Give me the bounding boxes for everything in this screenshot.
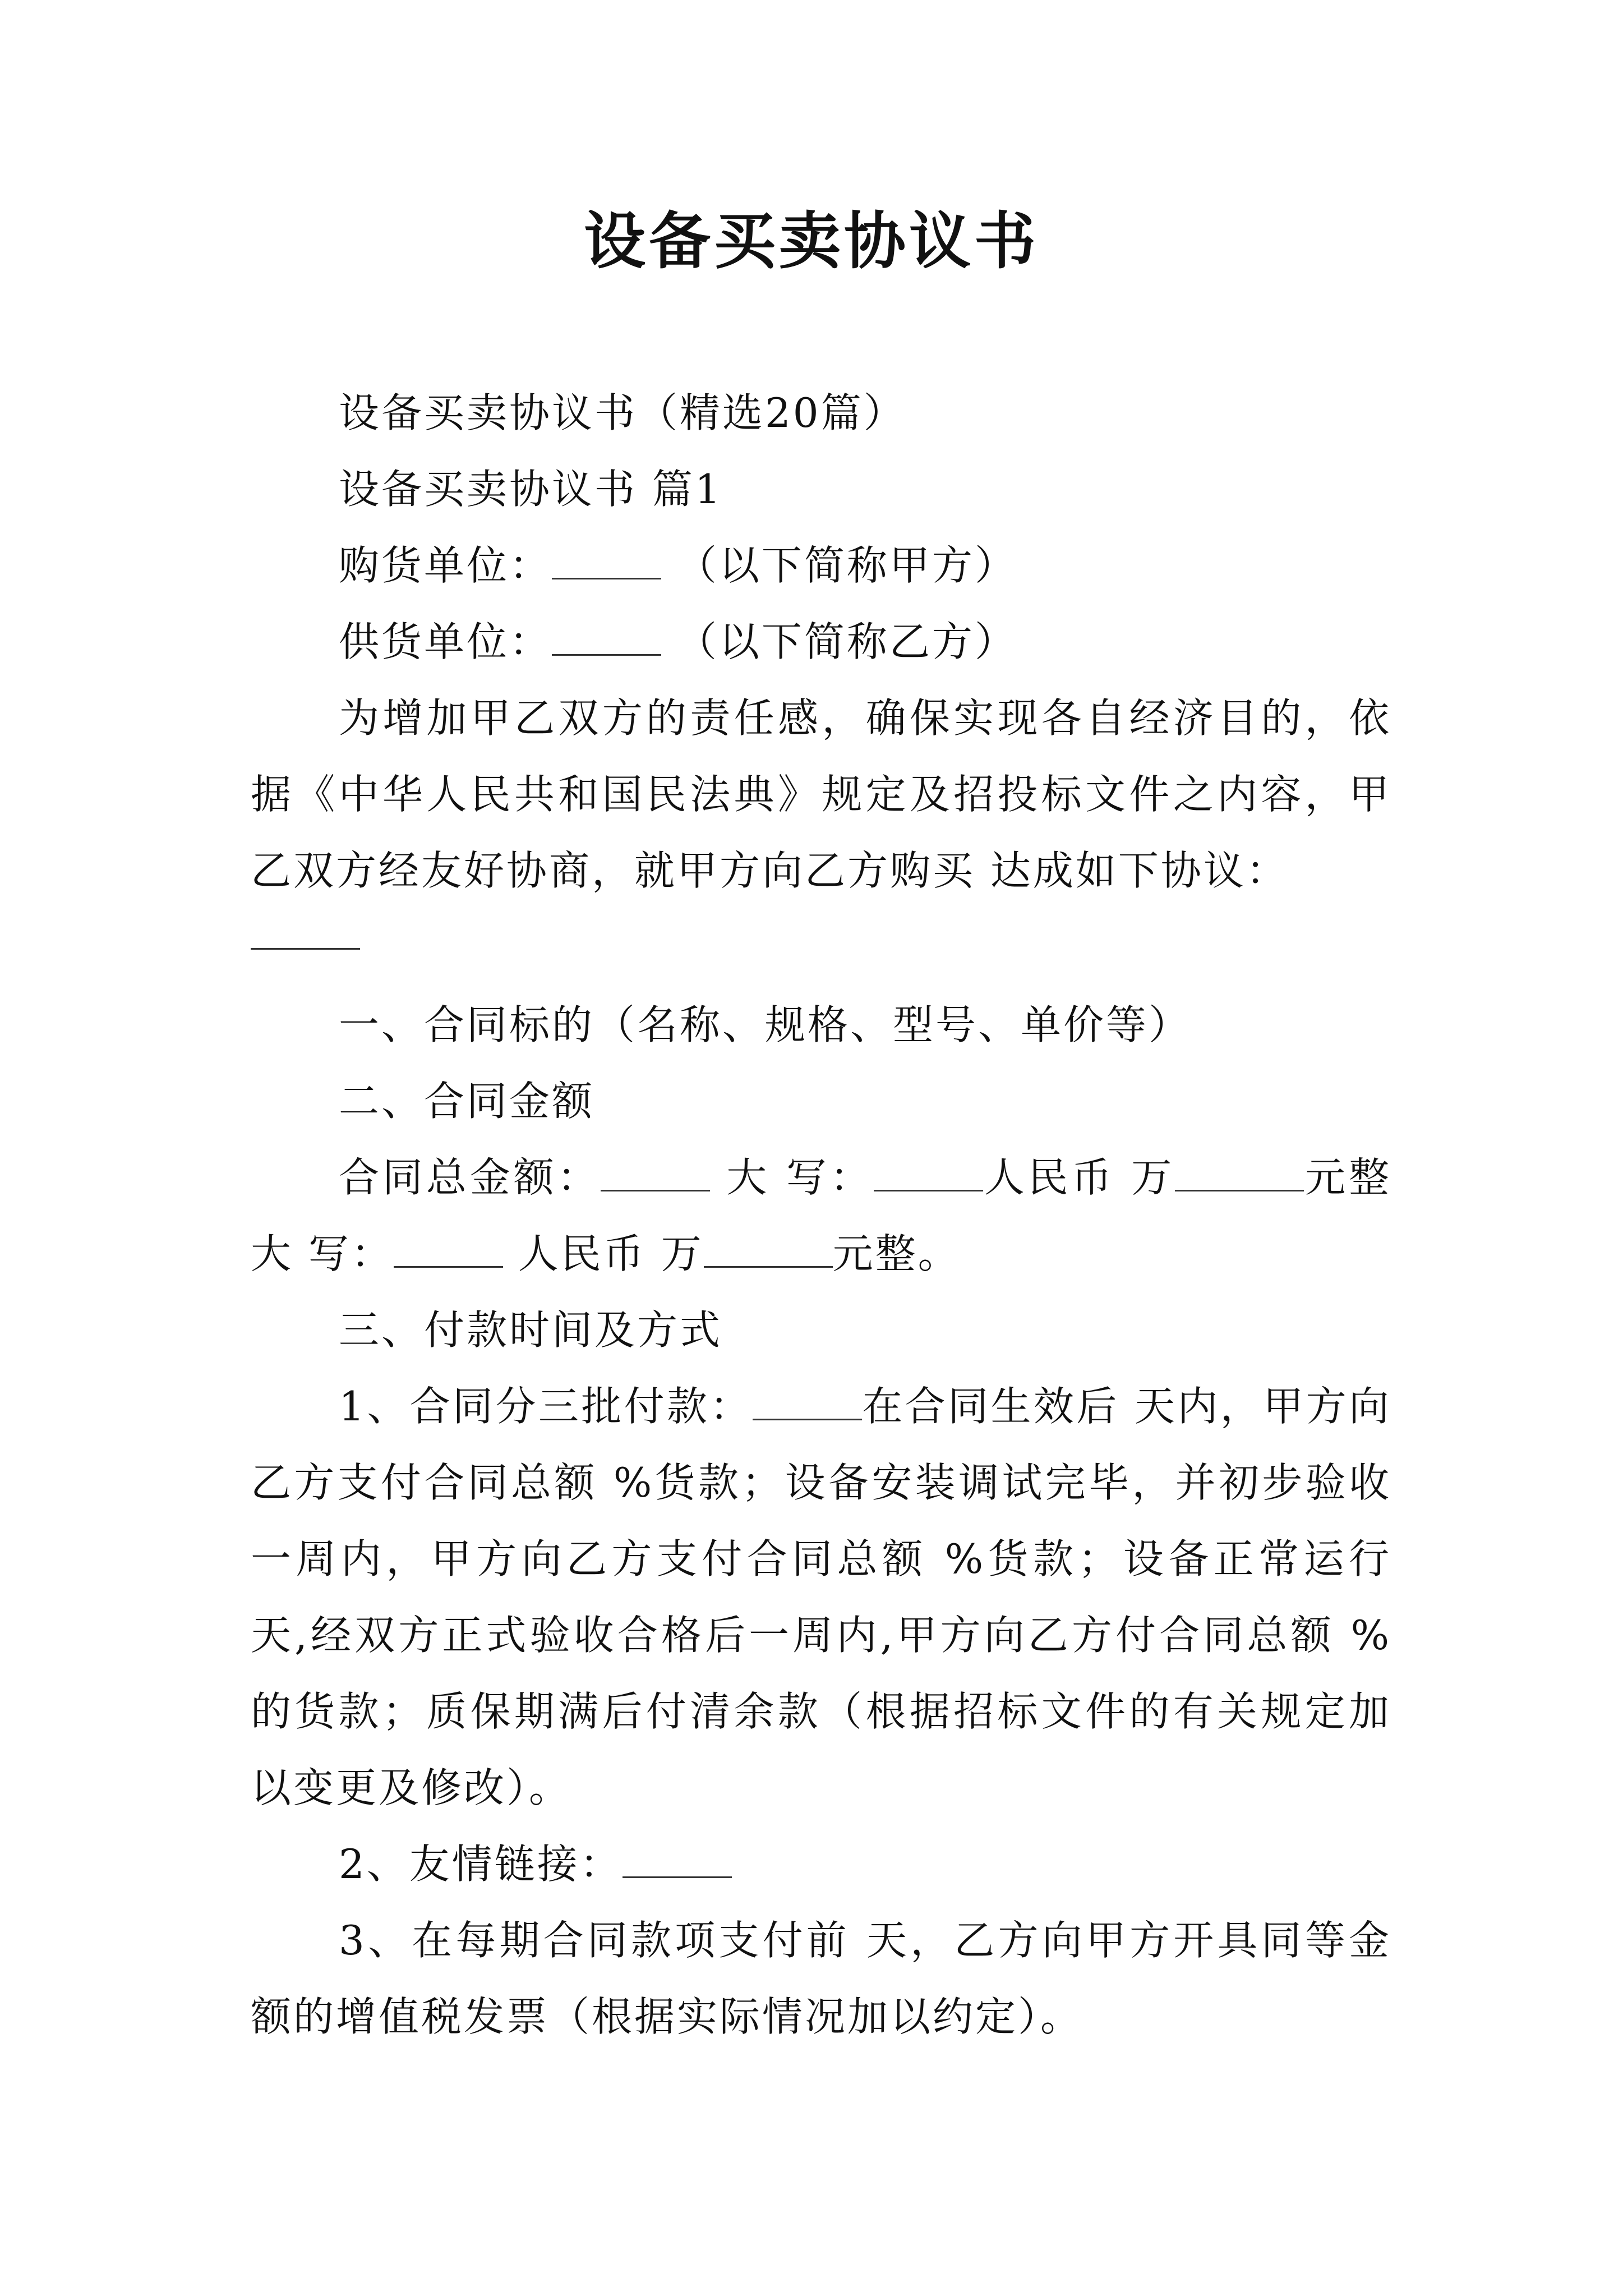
payment-clause-2 <box>251 1826 1391 1902</box>
payment-clause-1-blank <box>753 1385 862 1420</box>
amount-paragraph <box>251 1139 1391 1292</box>
section-1-heading: 一、合同标的（名称、规格、型号、单价等） <box>339 1001 1192 1048</box>
goods-blank <box>251 914 360 950</box>
payment-clause-1-text: 在合同生效后 天内，甲方向乙方支付合同总额 %货款；设备安装调试完毕，并初步验收一周内，甲方向乙方支付合同总额 %货款；设备正常运行 天,经双方正式验收合格后一周内,甲方向乙方付合同总额 %的货款；质保期满后付清余款（根据招标文件的有关规定加以变更及修改）。 <box>251 1383 1392 1811</box>
document-title: 设备买卖协议书 <box>584 205 1039 277</box>
buyer-line <box>251 527 1391 604</box>
amount-second-rmb-label: 人民币 万 <box>502 1230 704 1277</box>
buyer-label: 购货单位： <box>339 542 552 589</box>
supplier-label: 供货单位： <box>339 618 552 665</box>
amount-second-uppercase-label: 元整 大 写： <box>251 1154 1391 1277</box>
supplier-note: （以下简称乙方） <box>661 618 1017 665</box>
amount-label: 合同总金额： <box>339 1154 601 1201</box>
preamble-paragraph: 为增加甲乙双方的责任感，确保实现各自经济目的，依据《中华人民共和国民法典》规定及招投标文件之内容，甲乙双方经友好协商，就甲方向乙方购买 达成如下协议： <box>251 694 1391 894</box>
amount-yuan-blank <box>1175 1156 1304 1191</box>
amount-rmb-label: 人民币 万 <box>983 1154 1175 1201</box>
document-body <box>251 375 1391 2055</box>
amount-second-yuan-blank <box>704 1232 833 1268</box>
amount-blank <box>601 1156 710 1191</box>
amount-second-blank <box>394 1232 503 1268</box>
supplier-line <box>251 604 1391 680</box>
subtitle-paragraph: 设备买卖协议书（精选20篇） <box>339 389 906 436</box>
article-heading: 设备买卖协议书 篇1 <box>339 466 723 513</box>
section-3-heading: 三、付款时间及方式 <box>339 1306 723 1354</box>
payment-clause-3: 3、在每期合同款项支付前 天，乙方向甲方开具同等金额的增值税发票（根据实际情况加以约定）。 <box>251 1917 1391 2040</box>
amount-uppercase-blank <box>874 1156 983 1191</box>
payment-clause-2-blank <box>623 1843 732 1878</box>
payment-clause-2-label: 2、友情链接： <box>339 1841 623 1888</box>
section-2-heading: 二、合同金额 <box>339 1078 595 1125</box>
supplier-blank <box>552 620 661 656</box>
payment-clause-1-label: 1、合同分三批付款： <box>339 1383 753 1430</box>
amount-uppercase-label: 大 写： <box>710 1154 874 1201</box>
buyer-blank <box>552 544 661 579</box>
buyer-note: （以下简称甲方） <box>661 542 1017 589</box>
amount-end: 元整。 <box>832 1230 961 1277</box>
payment-clause-1 <box>251 1368 1391 1826</box>
